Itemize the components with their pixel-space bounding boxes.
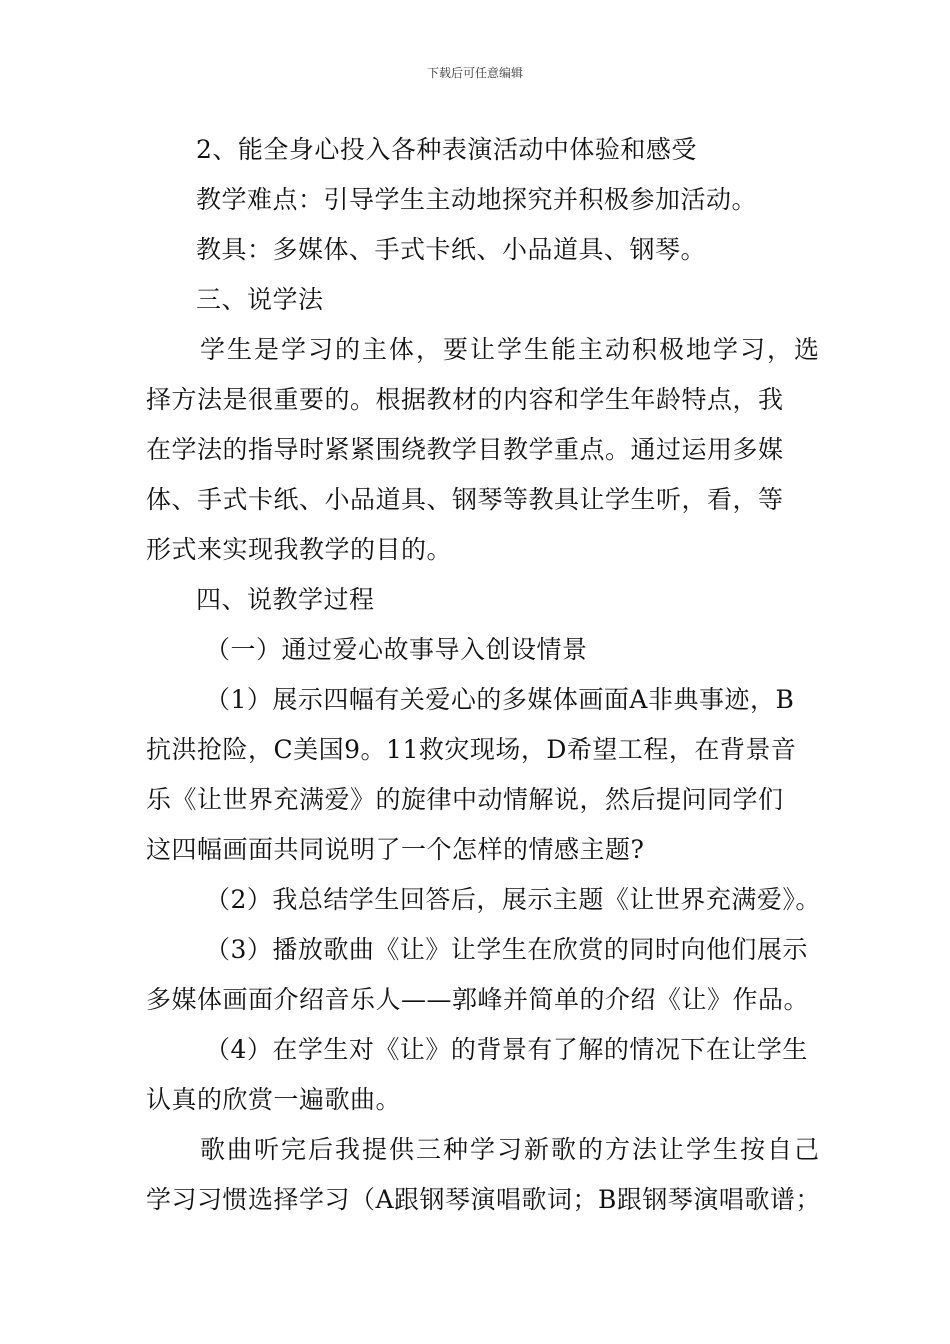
page-header: 下载后可任意编辑 (426, 66, 523, 80)
text-line: 教具：多媒体、手式卡纸、小品道具、钢琴。 (196, 235, 707, 264)
text-line: 在学法的指导时紧紧围绕教学目教学重点。通过运用多媒 (146, 435, 784, 464)
text-line: 择方法是很重要的。根据教材的内容和学生年龄特点，我 (146, 385, 784, 414)
text-line: 学习习惯选择学习（A跟钢琴演唱歌词；B跟钢琴演唱歌谱； (146, 1185, 821, 1214)
text-line: 体、手式卡纸、小品道具、钢琴等教具让学生听，看，等 (146, 485, 784, 514)
text-line: 认真的欣赏一遍歌曲。 (146, 1085, 402, 1114)
text-line: 乐《让世界充满爱》的旋律中动情解说，然后提问同学们 (146, 785, 784, 814)
text-line: 这四幅画面共同说明了一个怎样的情感主题? (146, 835, 645, 864)
text-line: 2、能全身心投入各种表演活动中体验和感受 (196, 135, 697, 164)
text-line: （2）我总结学生回答后，展示主题《让世界充满爱》。 (205, 885, 821, 914)
text-line: （3）播放歌曲《让》让学生在欣赏的同时向他们展示 (205, 935, 808, 964)
section-heading: 三、说学法 (196, 285, 324, 314)
text-line: （4）在学生对《让》的背景有了解的情况下在让学生 (205, 1035, 808, 1064)
text-line: 多媒体画面介绍音乐人——郭峰并简单的介绍《让》作品。 (146, 985, 810, 1014)
text-line: 形式来实现我教学的目的。 (146, 535, 453, 564)
text-line: 抗洪抢险，C美国9。11救灾现场，D希望工程，在背景音 (146, 735, 797, 764)
text-line: 教学难点：引导学生主动地探究并积极参加活动。 (196, 185, 758, 214)
section-heading: 四、说教学过程 (196, 585, 375, 614)
text-line: 歌曲听完后我提供三种学习新歌的方法让学生按自己 (200, 1135, 822, 1164)
text-line: （1）展示四幅有关爱心的多媒体画面A非典事迹，B (205, 685, 795, 714)
text-line: 学生是学习的主体，要让学生能主动积极地学习，选 (200, 335, 822, 364)
subsection-heading: （一）通过爱心故事导入创设情景 (205, 635, 588, 664)
